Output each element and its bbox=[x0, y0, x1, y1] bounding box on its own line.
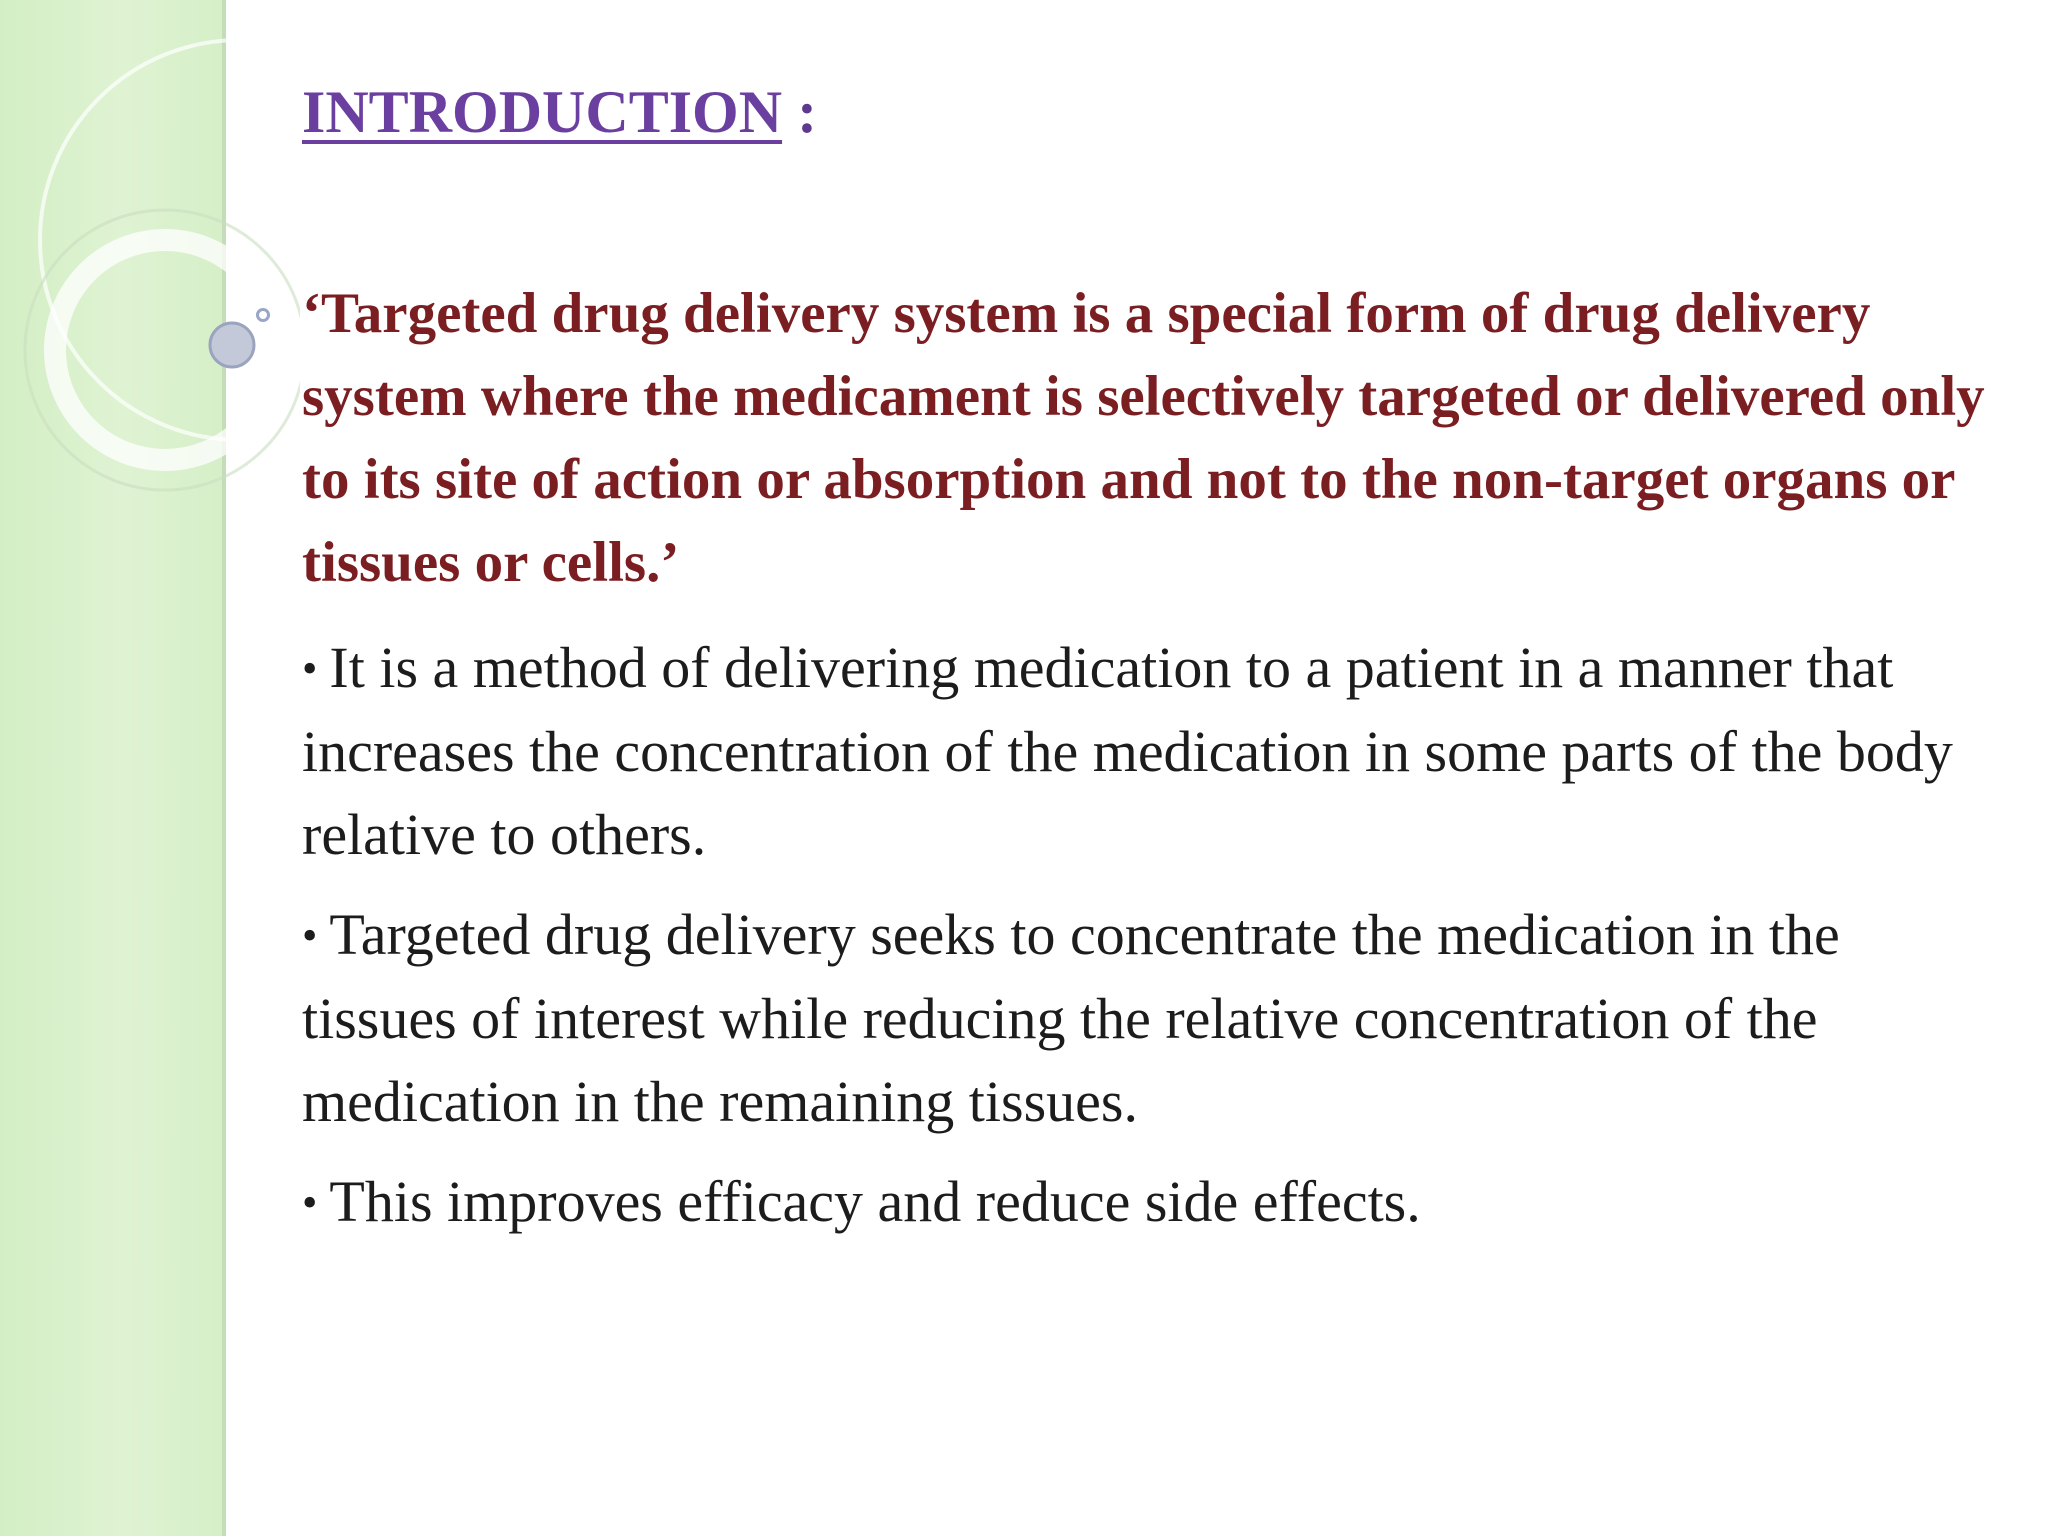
bullet-dot-icon: • bbox=[302, 1178, 318, 1227]
title-colon: : bbox=[797, 79, 818, 145]
definition-text: ‘Targeted drug delivery system is a special form of drug delivery system where the medicament is selectively targeted or delivered only to its site of action or absorption and not to the non-target organs or tissues or cells.’ bbox=[302, 282, 1985, 594]
list-item-text: This improves efficacy and reduce side effects. bbox=[329, 1169, 1421, 1234]
list-item bbox=[302, 626, 2002, 876]
page-title bbox=[302, 72, 817, 152]
list-item bbox=[302, 1160, 2002, 1244]
bullet-dot-icon: • bbox=[302, 644, 318, 693]
list-item-text: It is a method of delivering medication to a patient in a manner that increases the concentration of the medication in some parts of the body relative to others. bbox=[302, 635, 1953, 867]
circle-bullet-icon bbox=[256, 308, 270, 322]
bullet-list bbox=[302, 626, 2002, 1244]
list-item-text: Targeted drug delivery seeks to concentrate the medication in the tissues of interest while reducing the relative concentration of the medication in the remaining tissues. bbox=[302, 902, 1840, 1134]
definition-paragraph bbox=[302, 272, 2002, 604]
decorative-circles-icon bbox=[0, 0, 300, 560]
title-text: INTRODUCTION bbox=[302, 79, 783, 145]
list-item bbox=[302, 893, 2002, 1143]
bullet-dot-icon: • bbox=[302, 911, 318, 960]
slide-content bbox=[302, 272, 2002, 1261]
